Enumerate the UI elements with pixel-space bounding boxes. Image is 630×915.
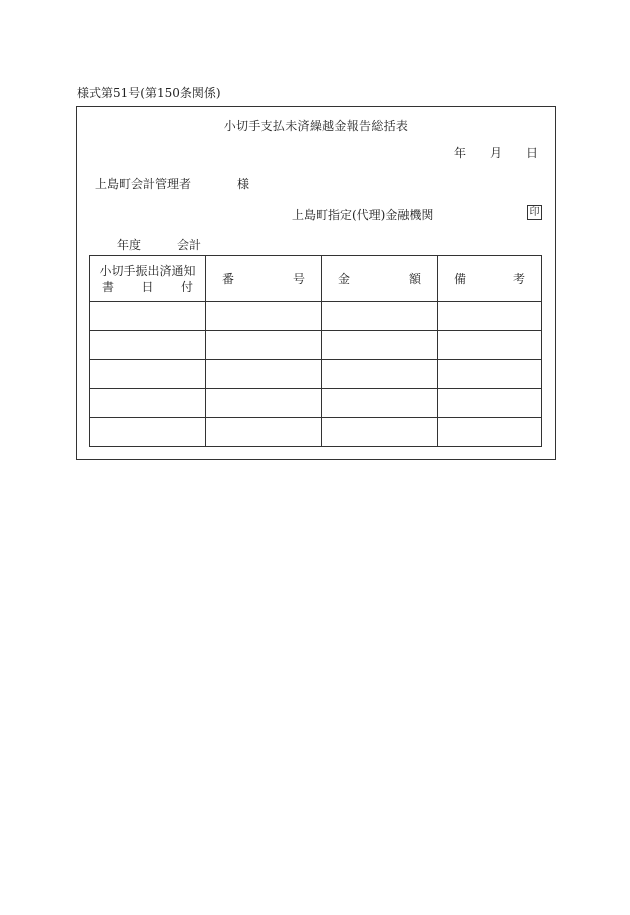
table-cell[interactable] [206,389,322,418]
bank-name: 上島町指定(代理)金融機関 [292,208,434,222]
table-cell[interactable] [322,360,438,389]
table-cell[interactable] [438,389,542,418]
header-amount-part: 額 [408,272,421,286]
report-table [89,255,542,447]
table-cell[interactable] [90,418,206,447]
table-cell[interactable] [206,331,322,360]
table-cell[interactable] [90,302,206,331]
form-label: 様式第51号(第150条関係) [77,86,221,100]
table-cell[interactable] [90,389,206,418]
table-cell[interactable] [438,360,542,389]
table-cell[interactable] [90,331,206,360]
table-header-row [90,256,542,302]
table-row [90,389,542,418]
table-cell[interactable] [90,360,206,389]
table-cell[interactable] [206,360,322,389]
table-cell[interactable] [438,302,542,331]
table-cell[interactable] [438,331,542,360]
table-cell[interactable] [206,302,322,331]
fiscal-year-label: 年度 [117,238,142,252]
header-number [206,256,322,302]
report-title: 小切手支払未済繰越金報告総括表 [223,119,409,133]
table-row [90,331,542,360]
date-line [454,144,538,161]
header-amount-part: 金 [338,272,351,286]
table-row [90,418,542,447]
header-remarks-part: 備 [454,272,467,286]
date-day-label: 日 [525,146,538,160]
header-notice-date-part: 書 [102,279,115,294]
honorific: 様 [237,177,250,191]
table-cell[interactable] [322,389,438,418]
table-cell[interactable] [438,418,542,447]
table-cell[interactable] [322,302,438,331]
table-cell[interactable] [322,331,438,360]
header-notice-date [90,256,206,302]
table-cell[interactable] [206,418,322,447]
header-notice-date-line1: 小切手振出済通知 [99,263,196,278]
header-notice-date-part: 日 [141,279,154,294]
header-remarks-part: 考 [512,272,525,286]
header-number-part: 番 [222,272,235,286]
table-row [90,360,542,389]
header-amount [322,256,438,302]
date-month-label: 月 [489,146,502,160]
table-row [90,302,542,331]
table-cell[interactable] [322,418,438,447]
header-notice-date-part: 付 [180,279,193,294]
report-frame [76,106,556,460]
seal-mark: 印 [527,205,542,220]
header-number-part: 号 [292,272,305,286]
header-remarks [438,256,542,302]
addressee: 上島町会計管理者 [95,177,192,191]
account-label: 会計 [177,238,202,252]
date-year-label: 年 [453,146,466,160]
